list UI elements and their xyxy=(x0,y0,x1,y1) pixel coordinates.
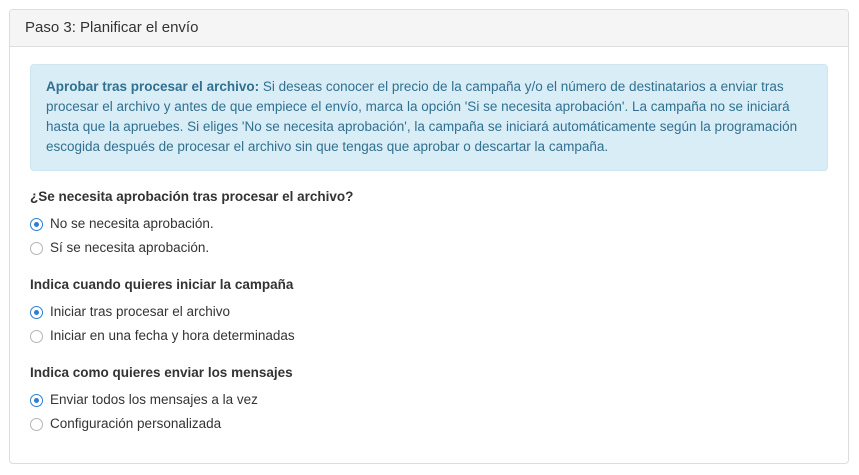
radio-option-label: Sí se necesita aprobación. xyxy=(50,240,210,255)
section-approval-label: ¿Se necesita aprobación tras procesar el archivo? xyxy=(30,189,354,204)
radio-icon[interactable] xyxy=(30,218,43,231)
radio-icon[interactable] xyxy=(30,242,43,255)
radio-option-no-approval[interactable] xyxy=(30,213,828,235)
panel-header xyxy=(10,10,848,47)
radio-option-label: Iniciar tras procesar el archivo xyxy=(50,304,231,319)
radio-option-label: Enviar todos los mensajes a la vez xyxy=(50,392,258,407)
section-start-label: Indica cuando quieres iniciar la campaña xyxy=(30,277,294,292)
info-alert xyxy=(30,64,828,171)
section-start xyxy=(30,276,828,347)
radio-option-label: Iniciar en una fecha y hora determinadas xyxy=(50,328,295,343)
page-title: Paso 3: Planificar el envío xyxy=(25,19,199,36)
radio-option-custom-configuration[interactable] xyxy=(30,413,828,435)
radio-option-start-scheduled[interactable] xyxy=(30,325,828,347)
radio-option-label: Configuración personalizada xyxy=(50,416,222,431)
radio-option-start-after-processing[interactable] xyxy=(30,301,828,323)
panel-body xyxy=(10,47,848,435)
section-send-mode xyxy=(30,364,828,435)
radio-icon[interactable] xyxy=(30,418,43,431)
section-send-mode-label: Indica como quieres enviar los mensajes xyxy=(30,365,293,380)
info-alert-title: Aprobar tras procesar el archivo: xyxy=(46,79,260,94)
section-approval xyxy=(30,188,828,259)
radio-option-yes-approval[interactable] xyxy=(30,237,828,259)
info-alert-text: Si deseas conocer el precio de la campaña y/o el número de destinatarios a enviar tras procesar el archivo y antes de que empiece el envío, marca la opción 'Si se necesita aprobación'. La campaña no se iniciará hasta que la apruebes. Si eliges 'No se necesita aprobación', la campaña se iniciará automáticamente según la programación escogida después de procesar el archivo sin que tengas que aprobar o descartar la campaña. xyxy=(46,79,798,154)
schedule-panel xyxy=(9,9,849,464)
radio-icon[interactable] xyxy=(30,330,43,343)
radio-option-label: No se necesita aprobación. xyxy=(50,216,214,231)
radio-icon[interactable] xyxy=(30,394,43,407)
radio-icon[interactable] xyxy=(30,306,43,319)
radio-option-send-all-at-once[interactable] xyxy=(30,389,828,411)
